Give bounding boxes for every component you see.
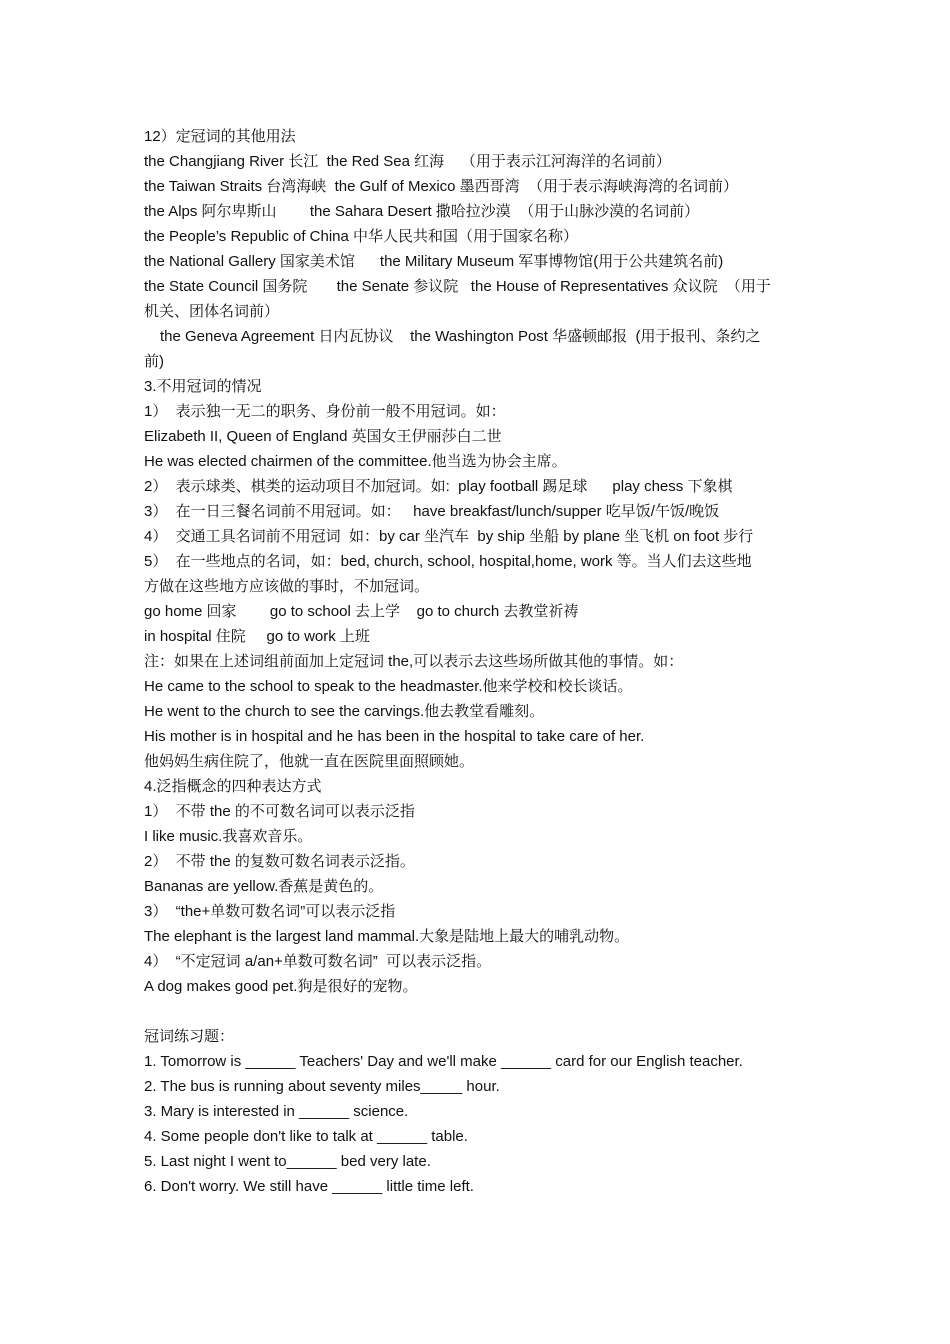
text-line: the Alps 阿尔卑斯山 the Sahara Desert 撒哈拉沙漠 （用于山脉沙漠的名词前） (144, 203, 700, 220)
exercise-title: 冠词练习题： (144, 1028, 235, 1045)
text-line: Elizabeth II, Queen of England 英国女王伊丽莎白二世 (144, 428, 502, 445)
text-line: 1） 不带 the 的不可数名词可以表示泛指 (144, 803, 415, 820)
text-line: The elephant is the largest land mammal.大象是陆地上最大的哺乳动物。 (144, 928, 630, 945)
text-line: He was elected chairmen of the committee.他当选为协会主席。 (144, 453, 567, 470)
text-line: 5） 在一些地点的名词，如：bed, church, school, hospital,home, work 等。当人们去这些地 (144, 553, 752, 570)
text-line: go home 回家 go to school 去上学 go to church 去教堂祈祷 (144, 603, 579, 620)
text-line: the Taiwan Straits 台湾海峡 the Gulf of Mexico 墨西哥湾 （用于表示海峡海湾的名词前） (144, 178, 739, 195)
text-line: 他妈妈生病住院了，他就一直在医院里面照顾她。 (144, 753, 475, 770)
text-line: the Changjiang River 长江 the Red Sea 红海 （用于表示江河海洋的名词前） (144, 153, 671, 170)
text-line: the People’s Republic of China 中华人民共和国（用于国家名称） (144, 228, 579, 245)
exercise-item: 2. The bus is running about seventy miles_____ hour. (144, 1078, 500, 1095)
text-line: 3） 在一日三餐名词前不用冠词。如： have breakfast/lunch/supper 吃早饭/午饭/晚饭 (144, 503, 720, 520)
section-heading-no-article: 3.不用冠词的情况 (144, 378, 262, 395)
document-body (144, 124, 814, 1199)
exercise-item: 1. Tomorrow is ______ Teachers' Day and we'll make ______ card for our English teacher. (144, 1053, 743, 1070)
exercise-item: 6. Don't worry. We still have ______ little time left. (144, 1178, 474, 1195)
text-line: the State Council 国务院 the Senate 参议院 the House of Representatives 众议院 （用于 (144, 278, 771, 295)
text-line: Bananas are yellow.香蕉是黄色的。 (144, 878, 384, 895)
text-line: He came to the school to speak to the headmaster.他来学校和校长谈话。 (144, 678, 633, 695)
section-heading-generic-reference: 4.泛指概念的四种表达方式 (144, 778, 322, 795)
text-line: His mother is in hospital and he has been in the hospital to take care of her. (144, 728, 645, 745)
text-line: 4） 交通工具名词前不用冠词 如：by car 坐汽车 by ship 坐船 by plane 坐飞机 on foot 步行 (144, 528, 754, 545)
text-line: in hospital 住院 go to work 上班 (144, 628, 370, 645)
text-line: 机关、团体名词前） (144, 303, 280, 320)
exercise-item: 3. Mary is interested in ______ science. (144, 1103, 409, 1120)
text-line: 1） 表示独一无二的职务、身份前一般不用冠词。如： (144, 403, 506, 420)
text-line: A dog makes good pet.狗是很好的宠物。 (144, 978, 418, 995)
exercise-item: 5. Last night I went to______ bed very late. (144, 1153, 431, 1170)
blank-line (144, 999, 814, 1024)
text-line: 2） 表示球类、棋类的运动项目不加冠词。如: play football 踢足球 play chess 下象棋 (144, 478, 733, 495)
text-line: 4） “不定冠词 a/an+单数可数名词” 可以表示泛指。 (144, 953, 492, 970)
text-line: the Geneva Agreement 日内瓦协议 the Washington Post 华盛顿邮报 (用于报刊、条约之 (160, 328, 761, 345)
text-line: 方做在这些地方应该做的事时，不加冠词。 (144, 578, 430, 595)
text-line: 3） “the+单数可数名词”可以表示泛指 (144, 903, 396, 920)
exercise-item: 4. Some people don't like to talk at ______ table. (144, 1128, 468, 1145)
note-line: 注：如果在上述词组前面加上定冠词 the,可以表示去这些场所做其他的事情。如： (144, 653, 684, 670)
text-line: He went to the church to see the carvings.他去教堂看雕刻。 (144, 703, 545, 720)
text-line: I like music.我喜欢音乐。 (144, 828, 313, 845)
text-line: 2） 不带 the 的复数可数名词表示泛指。 (144, 853, 415, 870)
text-line: the National Gallery 国家美术馆 the Military Museum 军事博物馆(用于公共建筑名前) (144, 253, 724, 270)
section-heading-definite-article-other-uses: 12）定冠词的其他用法 (144, 128, 296, 145)
text-line: 前) (144, 353, 164, 370)
